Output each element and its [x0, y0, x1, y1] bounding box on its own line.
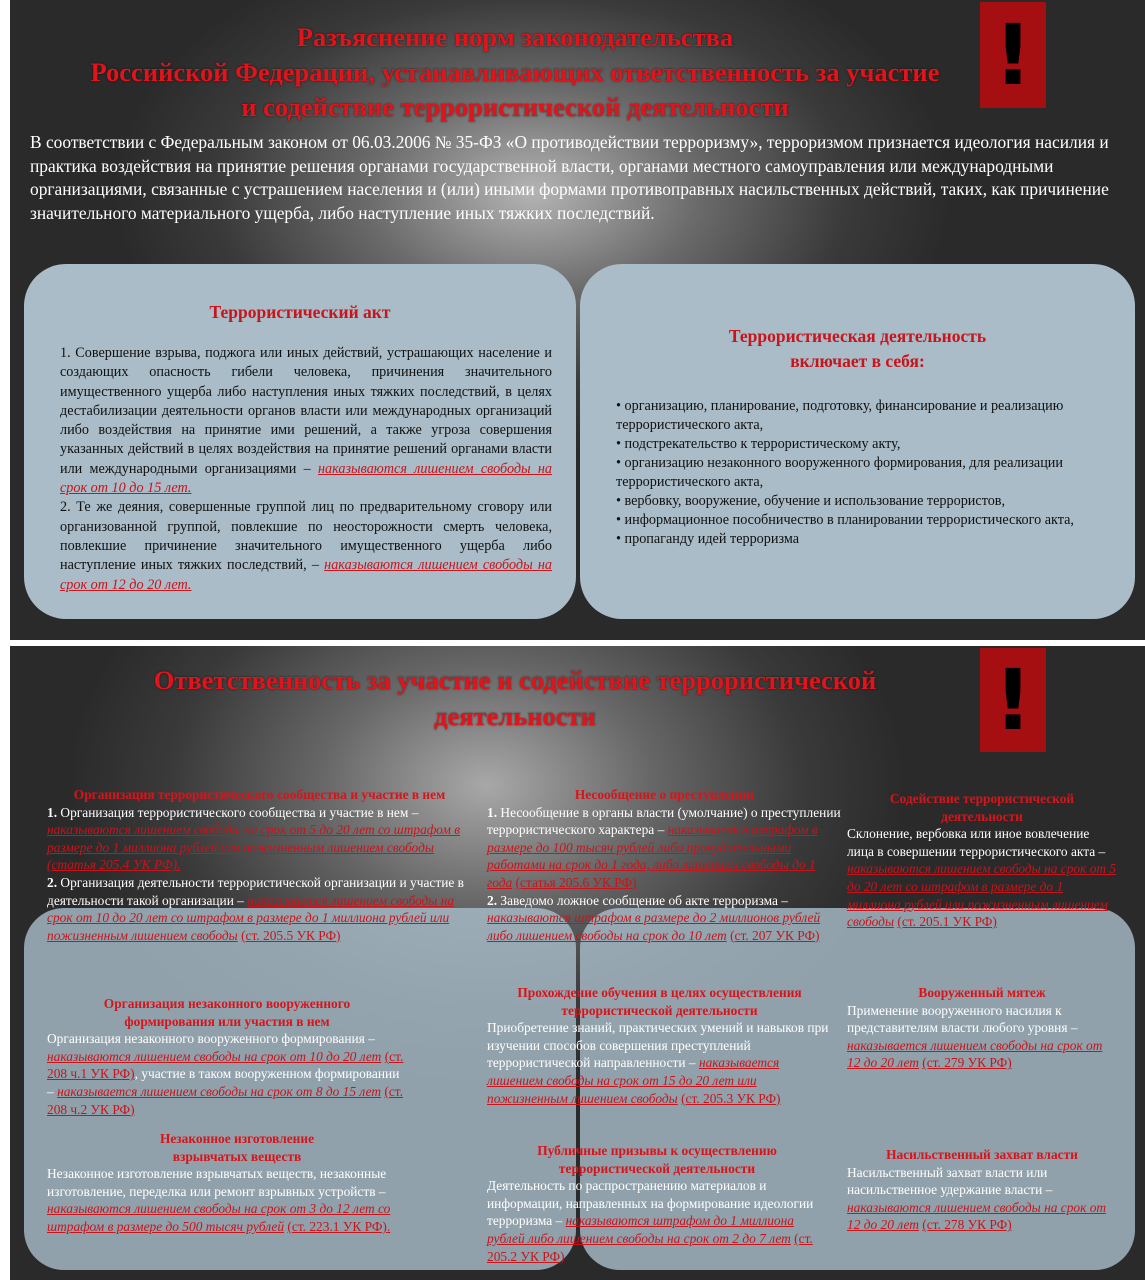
law-reference: (ст. 207 УК РФ)	[730, 927, 820, 943]
penalty-text: наказываются штрафом до 1 миллиона рублей либо лишением свободы на срок от 2 до 7 лет	[487, 1213, 794, 1246]
law-reference: (ст. 205.1 УК РФ)	[897, 914, 997, 930]
card-terror-community: Организация террористического сообщества и участие в нем 1. Организация террористического сообщества и участие в нем – наказываются лишением свободы на срок от 5 до 20 лет со штрафом в размере до 1 миллиона рублей или пожизненным лишением свободы (статья 205.4 УК РФ). 2. Организация деятельности террористической организации и участие в деятельности такой организации – наказывается лишением свободы на срок от 10 до 20 лет со штрафом в размере до 1 миллиона рублей или пожизненным лишением свободы (ст. 205.5 УК РФ)	[47, 787, 465, 943]
exclamation-icon: !	[980, 2, 1046, 108]
terror-activity-title: Террористическая деятельность включает в себя:	[728, 326, 987, 371]
penalty-text: наказываются лишением свободы на срок от 12 до 20 лет	[847, 1199, 1107, 1233]
law-reference: (ст. 208 ч.2 УК РФ)	[47, 1083, 404, 1117]
law-reference: (ст. 208 ч.1 УК РФ)	[47, 1048, 404, 1082]
law-reference: (ст. 205.2 УК РФ)	[487, 1230, 813, 1264]
panel-terrorism-norms	[10, 0, 1145, 640]
card-non-reporting: Несообщение о преступлении 1. Несообщение в органы власти (умолчание) о преступлении террористического характера – наказывается штрафом в размере до 100 тысяч рублей либо принудительными работами на срок до 1 года, либо лишением свободы до 1 года (статья 205.6 УК РФ) 2. Заведомо ложное сообщение об акте терроризма – наказываются штрафом в размере до 2 миллионов рублей либо лишением свободы на срок до 10 лет (ст. 207 УК РФ)	[487, 787, 841, 943]
penalty-text: наказываются лишением свободы на срок от 3 до 12 лет со штрафом в размере до 500 тысяч рублей	[47, 1201, 391, 1234]
terror-activity-box	[580, 264, 1135, 619]
list-item: • вербовку, вооружение, обучение и использование террористов,	[616, 493, 1006, 509]
card-training: Прохождение обучения в целях осуществления террористической деятельности Приобретение знаний, практических умений и навыков при изучении способов совершения преступлений террористической направленности – наказывается лишением свободы на срок от 15 до 20 лет или пожизненным лишением свободы (ст. 205.3 УК РФ)	[487, 985, 829, 1106]
card-public-calls: Публичные призывы к осуществлению террористической деятельности Деятельность по распространению материалов и информации, направленных на формирование идеологии терроризма – наказываются штрафом до 1 миллиона рублей либо лишением свободы на срок от 2 до 7 лет (ст. 205.2 УК РФ)	[487, 1143, 814, 1264]
card-armed-rebellion: Вооруженный мятеж Применение вооруженного насилия к представителям власти любого уровня – наказывается лишением свободы на срок от 12 до 20 лет (ст. 279 УК РФ)	[847, 985, 1103, 1071]
panel1-title	[10, 20, 1020, 125]
penalty-text: наказываются лишением свободы на срок от 10 до 20 лет	[47, 1048, 382, 1064]
panel2-title-line2: деятельности	[434, 701, 596, 731]
terror-act-box	[24, 264, 576, 619]
law-reference: (ст. 223.1 УК РФ).	[287, 1218, 391, 1234]
law-reference: (ст. 205.5 УК РФ)	[241, 927, 341, 943]
list-item: • информационное пособничество в планировании террористического акта,	[616, 512, 1074, 528]
penalty-text: наказываются лишением свободы на срок от 5 до 20 лет со штрафом в размере до 1 миллиона рублей или пожизненным лишением свободы (статья 205.4 УК РФ).	[47, 822, 461, 873]
panel1-title-line1: Разъяснение норм законодательства	[296, 22, 734, 52]
terror-act-item-1: 1. Совершение взрыва, поджога или иных действий, устрашающих население и создающих опасность гибели человека, причинения значительного имущественного ущерба либо наступления иных тяжких последствий, в целях дестабилизации деятельности органов власти или международных организаций либо воздействия на принятие ими решений, а также угроза совершения указанных действий в целях воздействия на принятие решений органами власти или международными организациями – наказываются лишением свободы на срок от 10 до 15 лет.	[60, 345, 553, 497]
exclamation-icon: !	[980, 648, 1046, 752]
card-armed-formation: Организация незаконного вооруженного формирования или участия в нем Организация незаконного вооруженного формирования – наказываются лишением свободы на срок от 10 до 20 лет (ст. 208 ч.1 УК РФ), участие в таком вооруженном формировании – наказывается лишением свободы на срок от 8 до 15 лет (ст. 208 ч.2 УК РФ)	[47, 996, 404, 1117]
panel1-title-line2: Российской Федерации, устанавливающих ответственность за участие	[90, 57, 940, 87]
terror-activity-list	[616, 397, 1116, 549]
card-assistance: Содействие террористической деятельности Склонение, вербовка или иное вовлечение лица в совершении террористического акта – наказываются лишением свободы на срок от 5 до 20 лет со штрафом в размере до 1 миллиона рублей или пожизненным лишением свободы (ст. 205.1 УК РФ)	[847, 791, 1117, 930]
panel2-title-line1: Ответственность за участие и содействие террористической	[153, 665, 877, 695]
terror-act-title: Террористический акт	[209, 302, 391, 322]
list-item: • организацию незаконного вооруженного формирования, для реализации террористического акта,	[616, 455, 1063, 490]
penalty-text: наказываются лишением свободы на срок от 10 до 15 лет.	[60, 460, 553, 497]
penalty-text: наказывается лишением свободы на срок от 12 до 20 лет	[847, 1037, 1103, 1071]
penalty-text: наказываются лишением свободы на срок от 12 до 20 лет.	[60, 557, 553, 593]
law-reference: (статья 205.6 УК РФ)	[515, 874, 637, 890]
law-reference: (ст. 279 УК РФ)	[922, 1055, 1012, 1071]
penalty-text: наказывается штрафом в размере до 100 тысяч рублей либо принудительными работами на срок до 1 года, либо лишением свободы до 1 года	[487, 822, 818, 890]
law-reference: (ст. 205.3 УК РФ)	[681, 1090, 781, 1106]
panel2-title	[10, 662, 1020, 734]
terror-act-item-2: 2. Те же деяния, совершенные группой лиц по предварительному сговору или организованной группой, повлекшие по неосторожности смерть человека, повлекшие причинение значительного имущественного ущерба либо наступление иных тяжких последствий, – наказываются лишением свободы на срок от 12 до 20 лет.	[60, 499, 553, 593]
terror-act-text	[60, 344, 552, 595]
penalty-text: наказывается лишением свободы на срок от 10 до 20 лет со штрафом в размере до 1 миллиона рублей или пожизненным лишением свободы	[47, 892, 455, 943]
list-item: • организацию, планирование, подготовку, финансирование и реализацию террористического акта,	[616, 398, 1064, 433]
card-seizure-of-power: Насильственный захват власти Насильственный захват власти или насильственное удержание власти – наказываются лишением свободы на срок от 12 до 20 лет (ст. 278 УК РФ)	[847, 1147, 1107, 1233]
penalty-text: наказывается лишением свободы на срок от 8 до 15 лет	[57, 1083, 382, 1099]
panel1-title-line3: и содействие террористической деятельности	[241, 92, 789, 122]
law-reference: (ст. 278 УК РФ)	[922, 1217, 1012, 1233]
penalty-text: наказываются лишением свободы на срок от 5 до 20 лет со штрафом в размере до 1 миллиона рублей или пожизненным лишением свободы	[847, 861, 1117, 930]
penalty-text: наказываются штрафом в размере до 2 миллионов рублей либо лишением свободы на срок до 10 лет	[487, 910, 821, 943]
card-explosives: Незаконное изготовление взрывчатых веществ Незаконное изготовление взрывчатых веществ, незаконные изготовление, переделка или ремонт взрывных устройств – наказываются лишением свободы на срок от 3 до 12 лет со штрафом в размере до 500 тысяч рублей (ст. 223.1 УК РФ).	[47, 1131, 391, 1234]
intro-paragraph: В соответствии с Федеральным законом от 06.03.2006 № 35-ФЗ «О противодействии терроризму», терроризмом признается идеология насилия и практика воздействия на принятие решения органами государственной власти, органами местного самоуправления или международными организациями, связанные с устрашением населения и (или) иными формами противоправных насильственных действий, таких, как причинение значительного материального ущерба, либо наступление иных тяжких последствий.	[30, 132, 1109, 223]
penalty-text: наказывается лишением свободы на срок от 15 до 20 лет или пожизненным лишением свободы	[487, 1055, 780, 1106]
list-item: • подстрекательство к террористическому акту,	[616, 436, 901, 452]
panel-responsibility	[10, 646, 1145, 1280]
list-item: • пропаганду идей терроризма	[616, 531, 800, 547]
